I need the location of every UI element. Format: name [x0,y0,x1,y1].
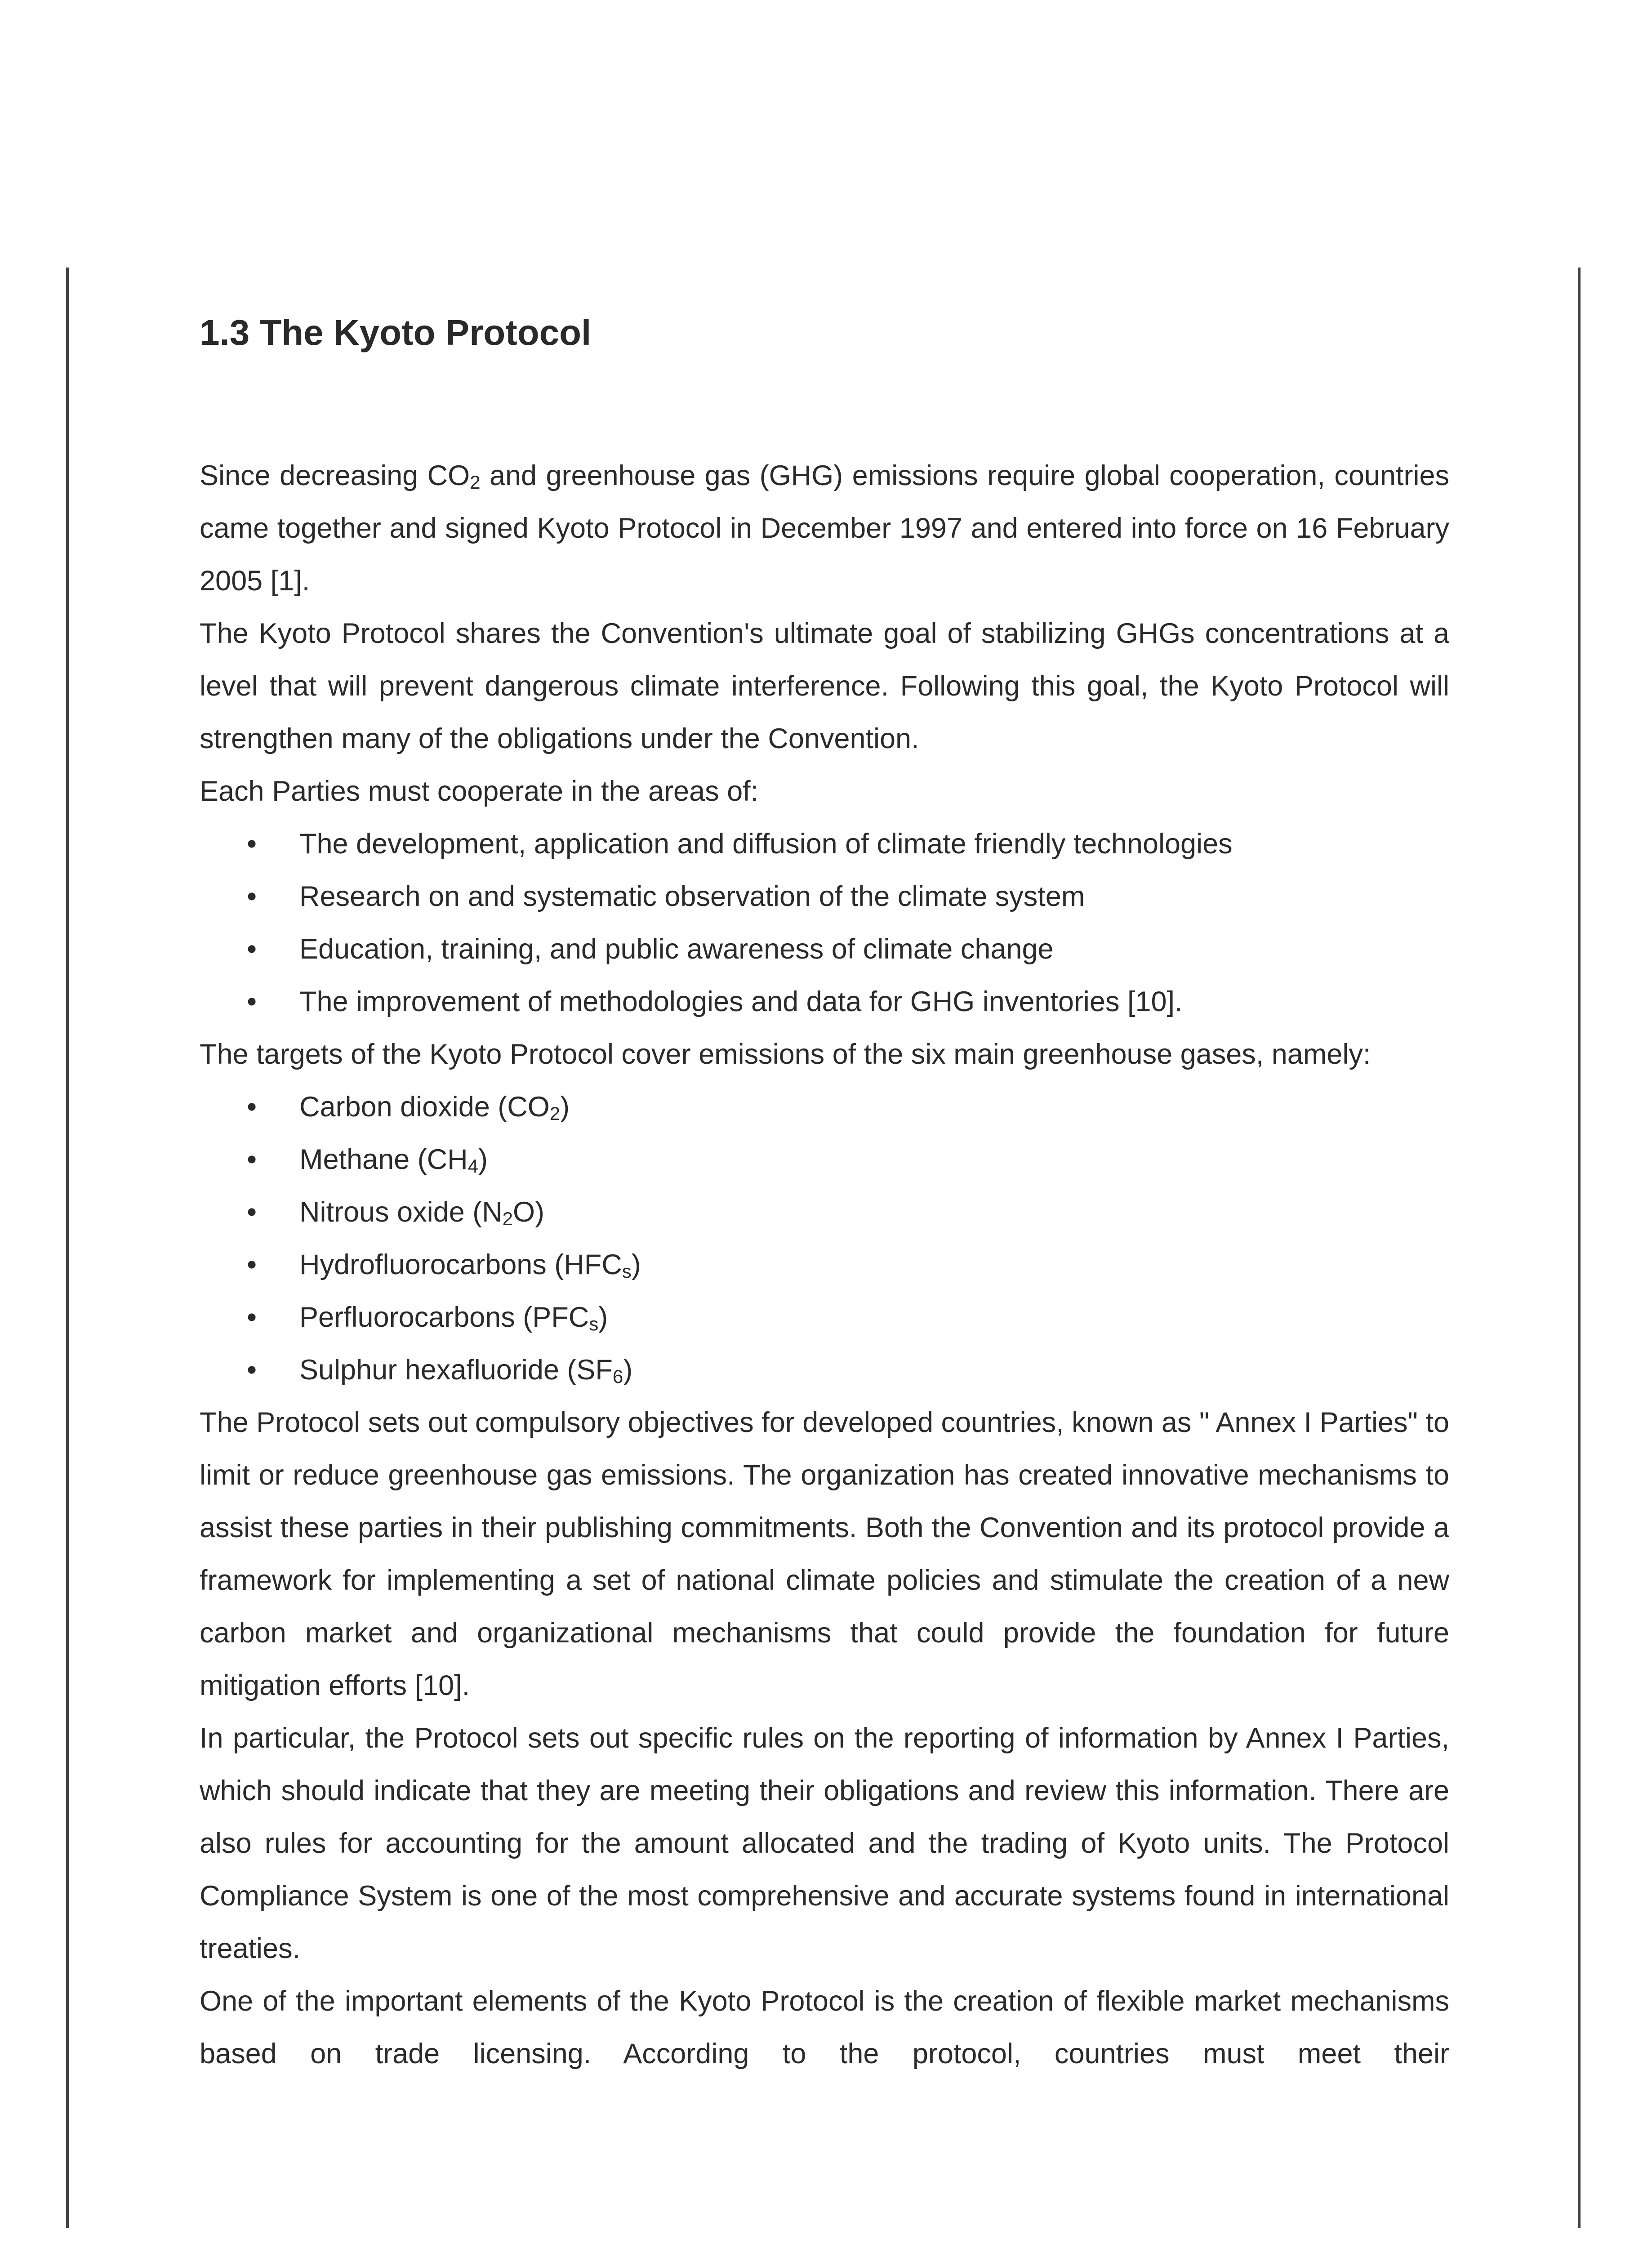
bullet-icon: • [247,828,257,860]
section-heading: 1.3 The Kyoto Protocol [200,312,592,352]
list-item [200,818,1449,870]
bullet-icon: • [247,986,257,1017]
gas-subscript: s [622,1261,632,1282]
gas-name-end: ) [631,1249,641,1280]
paragraph-cooperation-lead: Each Parties must cooperate in the areas of: [200,776,759,807]
paragraph-reporting-rules: In particular, the Protocol sets out specific rules on the reporting of information by Annex I Parties, which should indicate that they are meeting their obligations and review this information. There are also rules for accounting for the amount allocated and the trading of Kyoto units. The Protocol Compliance System is one of the most comprehensive and accurate systems found in international treaties. [200,1722,1449,1964]
gas-name-end: ) [623,1354,633,1386]
paragraph-targets-lead: The targets of the Kyoto Protocol cover emissions of the six main greenhouse gases, namely: [200,1039,1371,1070]
gas-name: Sulphur hexafluoride (SF [299,1354,613,1386]
bullet-icon: • [247,881,257,912]
paragraph-market-mechanisms: One of the important elements of the Kyoto Protocol is the creation of flexible market mechanisms based on trade licensing. According to the protocol, countries must meet their [200,1985,1449,2070]
bullet-icon: • [247,1091,257,1123]
list-item [200,1133,1449,1186]
bullet-icon: • [247,1249,257,1280]
bullet-icon: • [247,1196,257,1228]
list-item [200,1291,1449,1344]
bullet-icon: • [247,1144,257,1175]
gas-name-end: ) [598,1302,608,1333]
list-item-text: Research on and systematic observation of the climate system [299,881,1085,912]
bullet-icon: • [247,1354,257,1386]
page-content [200,310,1449,2080]
left-margin-rule [66,268,69,2228]
gas-name-end: O) [513,1196,544,1228]
list-item-text: The improvement of methodologies and data for GHG inventories [10]. [299,986,1183,1017]
gas-subscript: s [589,1313,599,1334]
gas-name: Carbon dioxide (CO [299,1091,550,1123]
gas-subscript: 2 [502,1208,513,1229]
list-item [200,1344,1449,1396]
list-item [200,1239,1449,1291]
cooperation-areas-list [200,818,1449,1028]
bullet-icon: • [247,933,257,965]
paragraph-convention-goal: The Kyoto Protocol shares the Convention's ultimate goal of stabilizing GHGs concentrations at a level that will prevent dangerous climate interference. Following this goal, the Kyoto Protocol will strengthen many of the obligations under the Convention. [200,618,1449,754]
right-margin-rule [1578,268,1581,2228]
list-item-text: Education, training, and public awareness of climate change [299,933,1054,965]
gas-name-end: ) [478,1144,488,1175]
list-item [200,923,1449,976]
gas-subscript: 4 [468,1155,479,1177]
co2-subscript: 2 [470,472,481,493]
paragraph-intro [200,450,1449,607]
paragraph-intro-rest: and greenhouse gas (GHG) emissions require global cooperation, countries came together and signed Kyoto Protocol in December 1997 and entered into force on 16 February 2005 [1]. [200,460,1449,597]
bullet-icon: • [247,1302,257,1333]
list-item [200,870,1449,923]
gas-name: Hydrofluorocarbons (HFC [299,1249,622,1280]
list-item [200,976,1449,1028]
gas-name: Perfluorocarbons (PFC [299,1302,589,1333]
list-item [200,1081,1449,1133]
gas-subscript: 2 [549,1103,561,1124]
list-item-text: The development, application and diffusion of climate friendly technologies [299,828,1233,860]
gas-name: Nitrous oxide (N [299,1196,503,1228]
paragraph-intro-start: Since decreasing CO [200,460,470,491]
gas-name: Methane (CH [299,1144,468,1175]
gas-subscript: 6 [612,1366,623,1387]
greenhouse-gases-list [200,1081,1449,1396]
paragraph-compulsory-objectives: The Protocol sets out compulsory objectives for developed countries, known as " Annex I Parties" to limit or reduce greenhouse gas emissions. The organization has created innovative mechanisms to assist these parties in their publishing commitments. Both the Convention and its protocol provide a framework for implementing a set of national climate policies and stimulate the creation of a new carbon market and organizational mechanisms that could provide the foundation for future mitigation efforts [10]. [200,1407,1449,1701]
gas-name-end: ) [560,1091,570,1123]
list-item [200,1186,1449,1239]
